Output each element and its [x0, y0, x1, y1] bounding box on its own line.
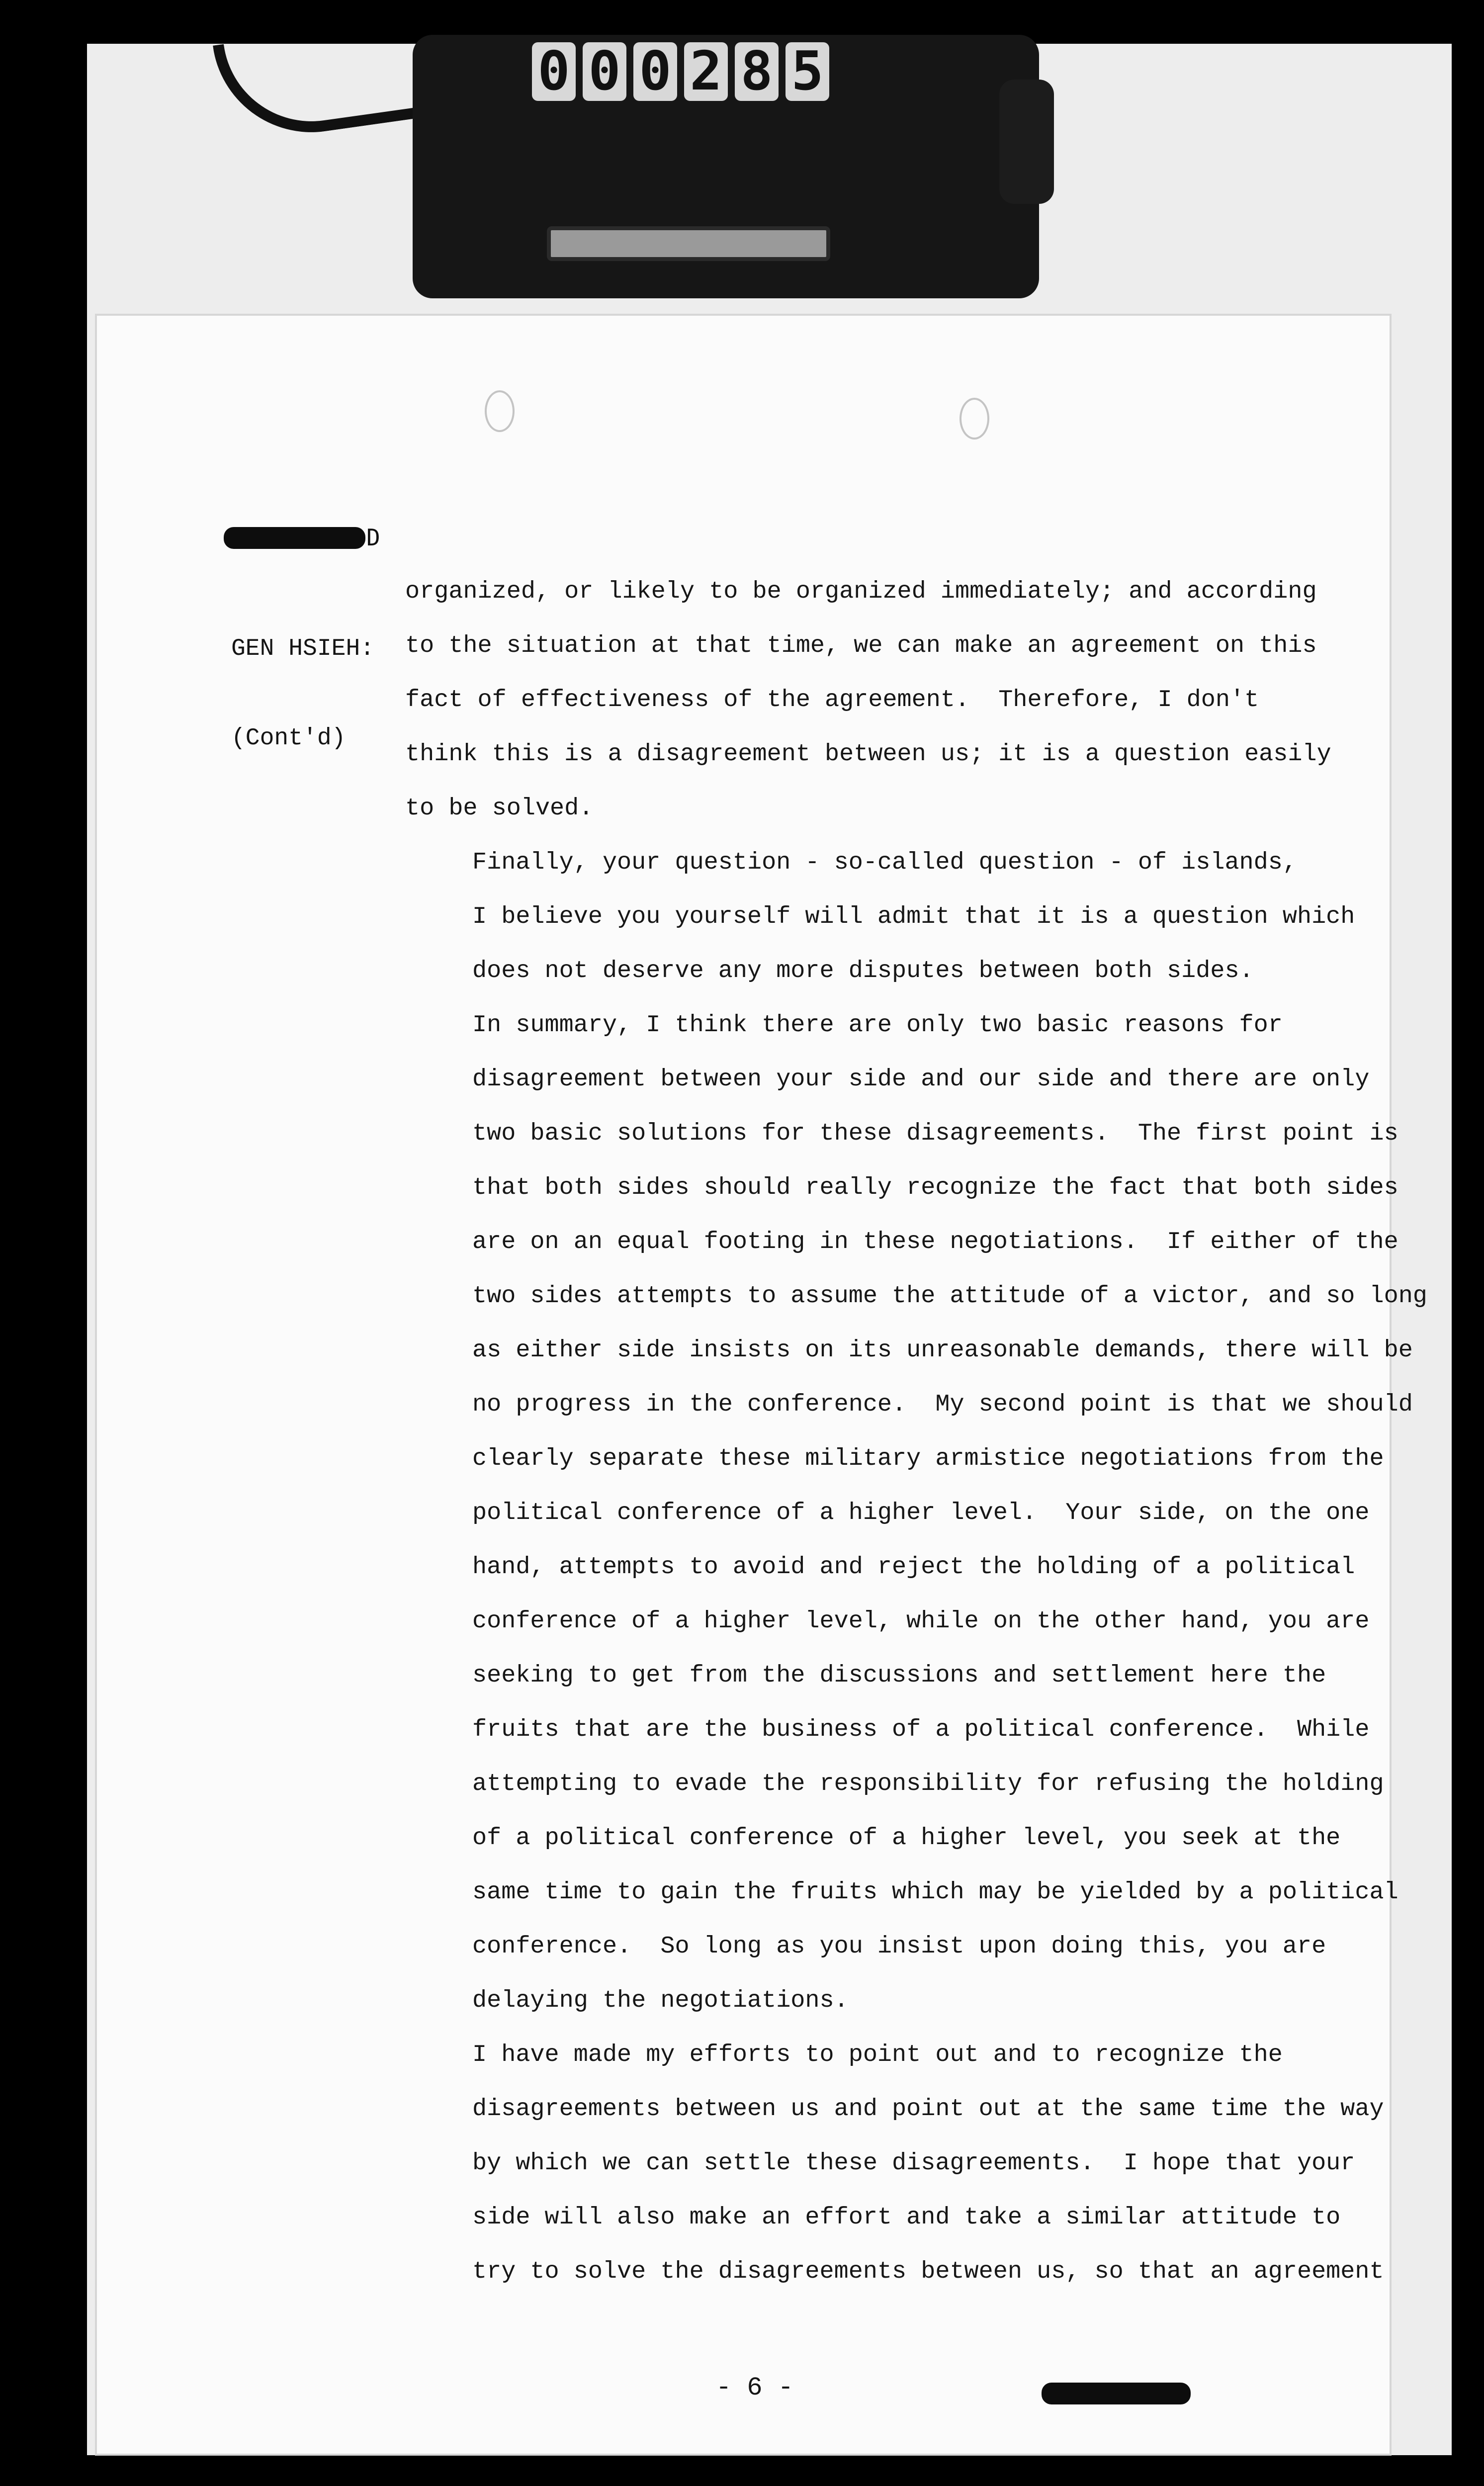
text-line: Finally, your question - so-called question - of islands,: [472, 849, 1297, 876]
text-line: side will also make an effort and take a similar attitude to: [472, 2204, 1341, 2231]
text-line: two sides attempts to assume the attitude of a victor, and so long: [472, 1282, 1427, 1310]
counter-digit: 2: [684, 42, 728, 101]
speaker-label: [231, 574, 374, 813]
text-line: to be solved.: [405, 795, 594, 822]
paragraph: [405, 835, 1375, 998]
text-line: fruits that are the business of a political conference. While: [472, 1716, 1370, 1743]
text-line: organized, or likely to be organized immediately; and according: [405, 578, 1317, 605]
text-line: I believe you yourself will admit that it is a question which: [472, 903, 1355, 930]
text-line: that both sides should really recognize the fact that both sides: [472, 1174, 1398, 1201]
counter-digit: 0: [583, 42, 626, 101]
counter-digit: 0: [633, 42, 677, 101]
document-page: [97, 316, 1427, 2454]
classification-redaction-bottom: [1042, 2383, 1191, 2404]
text-line: disagreements between us and point out at the same time the way: [472, 2095, 1384, 2123]
text-line: delaying the negotiations.: [472, 1987, 849, 2014]
frame-counter-display: [532, 42, 829, 101]
counter-digit: 5: [786, 42, 829, 101]
text-line: I have made my efforts to point out and to recognize the: [472, 2041, 1283, 2068]
text-line: no progress in the conference. My second point is that we should: [472, 1391, 1413, 1418]
text-line: think this is a disagreement between us; it is a question easily: [405, 740, 1331, 768]
text-line: conference. So long as you insist upon doing this, you are: [472, 1933, 1326, 1960]
text-line: political conference of a higher level. Your side, on the one: [472, 1499, 1370, 1526]
page-number: - 6 -: [715, 2373, 794, 2402]
punch-hole-right: [960, 398, 989, 440]
text-line: hand, attempts to avoid and reject the holding of a political: [472, 1553, 1355, 1581]
punch-hole-left: [485, 390, 515, 432]
text-line: try to solve the disagreements between us, so that an agreement: [472, 2258, 1384, 2285]
text-line: does not deserve any more disputes between both sides.: [472, 957, 1254, 984]
counter-digit: 0: [532, 42, 576, 101]
text-line: seeking to get from the discussions and settlement here the: [472, 1662, 1326, 1689]
speaker-name: GEN HSIEH:: [231, 635, 375, 662]
text-line: conference of a higher level, while on the other hand, you are: [472, 1607, 1370, 1635]
text-line: disagreement between your side and our side and there are only: [472, 1065, 1370, 1093]
text-line: as either side insists on its unreasonable demands, there will be: [472, 1336, 1413, 1364]
speaker-continuation: (Cont'd): [231, 725, 346, 752]
paragraph: [405, 2028, 1384, 2299]
counter-knob: [999, 80, 1054, 204]
text-line: of a political conference of a higher level, you seek at the: [472, 1824, 1341, 1852]
text-line: fact of effectiveness of the agreement. Therefore, I don't: [405, 686, 1259, 713]
text-line: attempting to evade the responsibility for refusing the holding: [472, 1770, 1384, 1797]
text-line: clearly separate these military armistice negotiations from the: [472, 1445, 1384, 1472]
text-line: two basic solutions for these disagreements. The first point is: [472, 1120, 1398, 1147]
text-line: In summary, I think there are only two basic reasons for: [472, 1011, 1283, 1039]
text-line: by which we can settle these disagreements. I hope that your: [472, 2149, 1355, 2177]
text-line: same time to gain the fruits which may be yielded by a political: [472, 1878, 1398, 1906]
classification-redaction-top: [224, 527, 365, 549]
paragraph: [405, 564, 1375, 835]
text-line: are on an equal footing in these negotiations. If either of the: [472, 1228, 1398, 1255]
redaction-trailing-mark: D: [366, 524, 380, 551]
counter-digit: 8: [735, 42, 779, 101]
text-line: to the situation at that time, we can make an agreement on this: [405, 632, 1317, 659]
counter-nameplate: [547, 226, 830, 261]
statement-body: [405, 564, 1427, 2299]
paragraph: [405, 998, 1427, 2028]
